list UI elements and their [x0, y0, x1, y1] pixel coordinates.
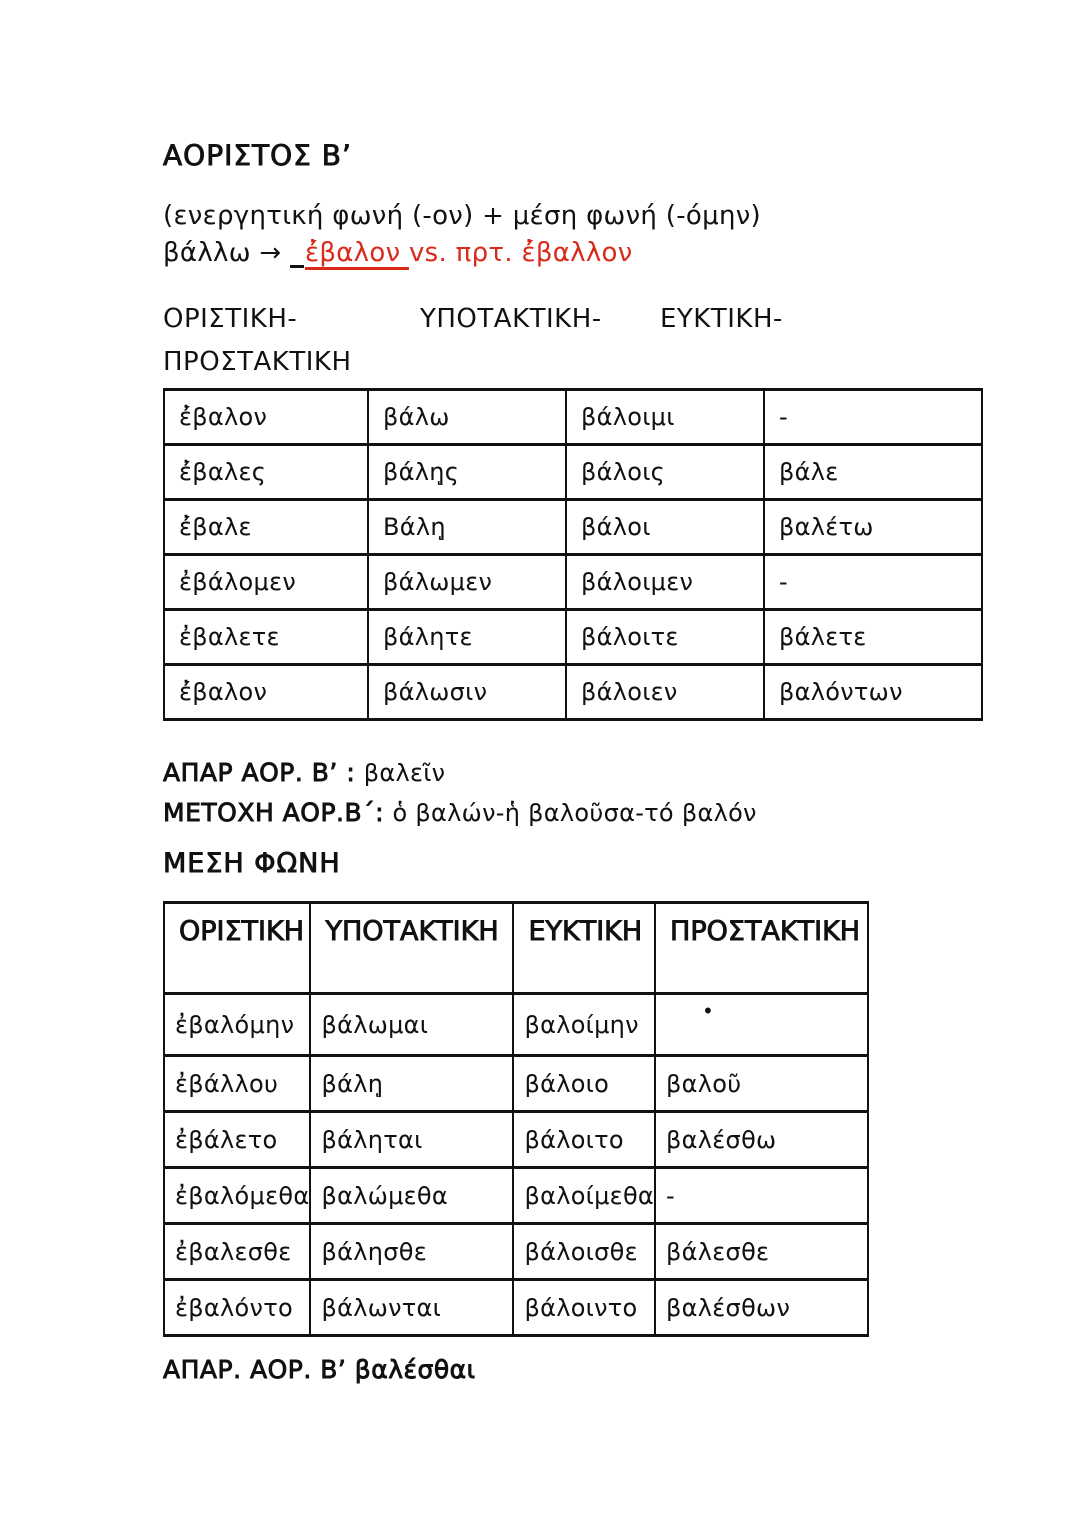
table-cell: βάλωσιν	[368, 665, 566, 720]
table-cell: βάλησθε	[310, 1224, 513, 1280]
table-cell: ἔβαλον	[164, 390, 368, 445]
table-cell: βαλοίμην	[513, 994, 655, 1056]
participle-value: ὁ βαλών-ἡ βαλοῦσα-τό βαλόν	[392, 799, 757, 827]
mood-oristiki: ΟΡΙΣΤΙΚΗ-	[163, 304, 298, 334]
header-ypotaktiki: ΥΠΟΤΑΚΤΙΚΗ	[310, 903, 513, 994]
table-cell: βάλοιμι	[566, 390, 764, 445]
table-row	[164, 1224, 868, 1280]
middle-infinitive-line	[163, 1353, 1020, 1387]
table-cell: βάλοιμεν	[566, 555, 764, 610]
table-cell: ἐβαλόντο	[164, 1280, 310, 1336]
middle-infinitive-value: βαλέσθαι	[354, 1355, 476, 1384]
middle-voice-heading: ΜΕΣΗ ΦΩΝΗ	[163, 848, 341, 879]
moods-heading	[163, 298, 1020, 384]
table-cell: ἐβαλετε	[164, 610, 368, 665]
table-cell: ἐβαλόμην	[164, 994, 310, 1056]
table-row	[164, 1112, 868, 1168]
table-cell: -	[764, 555, 982, 610]
table-row	[164, 610, 982, 665]
table-cell: ἐβαλεσθε	[164, 1224, 310, 1280]
middle-voice-table	[163, 901, 869, 1337]
table-cell: βαλέτω	[764, 500, 982, 555]
table-cell: ἔβαλον	[164, 665, 368, 720]
table-row	[164, 445, 982, 500]
table-cell: βάλωμεν	[368, 555, 566, 610]
table-cell: ἔβαλε	[164, 500, 368, 555]
table-row	[164, 555, 982, 610]
table-cell: βαλέσθω	[655, 1112, 868, 1168]
table-cell: βάλετε	[764, 610, 982, 665]
table-cell: βάλε	[764, 445, 982, 500]
table-cell: βαλοίμεθα	[513, 1168, 655, 1224]
table-cell: βάλοισθε	[513, 1224, 655, 1280]
table-cell: βάλοιτο	[513, 1112, 655, 1168]
header-prostaktiki: ΠΡΟΣΤΑΚΤΙΚΗ	[655, 903, 868, 994]
underline-tick	[290, 261, 304, 268]
table-cell: βάλω	[368, 390, 566, 445]
infinitive-value: βαλεῖν	[363, 759, 446, 787]
mood-eyktiki: ΕΥΚΤΙΚΗ-	[660, 304, 783, 334]
intro-line: (ενεργητική φωνή (-ον) + μέση φωνή (-όμην)	[163, 201, 761, 231]
participle-line	[163, 793, 1020, 833]
table-row	[164, 1280, 868, 1336]
table-cell: βαλέσθων	[655, 1280, 868, 1336]
table-cell: βάλοιεν	[566, 665, 764, 720]
aorist-form-red: ἔβαλον	[305, 238, 409, 268]
table-row	[164, 1056, 868, 1112]
table-cell: βάλοιο	[513, 1056, 655, 1112]
table-cell: -	[764, 390, 982, 445]
table-cell: βαλώμεθα	[310, 1168, 513, 1224]
verb-example-line	[163, 238, 633, 268]
table-cell: βάλωνται	[310, 1280, 513, 1336]
table-cell: βάλητε	[368, 610, 566, 665]
table-cell: βαλόντων	[764, 665, 982, 720]
table-cell: ἐβάλλου	[164, 1056, 310, 1112]
table-cell: βάλοιτε	[566, 610, 764, 665]
active-infinitive-line	[163, 753, 1020, 793]
participle-label: ΜΕΤΟΧΗ ΑΟΡ.Β΄:	[163, 798, 393, 827]
table-row	[164, 994, 868, 1056]
table-cell: ἔβαλες	[164, 445, 368, 500]
table-cell: ἐβάλετο	[164, 1112, 310, 1168]
table-cell: ἐβάλομεν	[164, 555, 368, 610]
table-cell: βάλοις	[566, 445, 764, 500]
table-cell: βάλῃ	[310, 1056, 513, 1112]
table-cell: ἐβαλόμεθα	[164, 1168, 310, 1224]
intro-block	[163, 198, 1020, 272]
table-cell: βάλοιντο	[513, 1280, 655, 1336]
table-cell: Βάλῃ	[368, 500, 566, 555]
table-cell: βάλωμαι	[310, 994, 513, 1056]
page-title: ΑΟΡΙΣΤΟΣ Β’	[163, 139, 352, 172]
table-cell: βάλῃς	[368, 445, 566, 500]
table-cell: βάλοι	[566, 500, 764, 555]
infinitive-label: ΑΠΑΡ ΑΟΡ. Β’ :	[163, 758, 364, 787]
table-cell: βάλεσθε	[655, 1224, 868, 1280]
table-row	[164, 1168, 868, 1224]
table-row	[164, 665, 982, 720]
header-oristiki: ΟΡΙΣΤΙΚΗ	[164, 903, 310, 994]
table-row	[164, 390, 982, 445]
table-cell: -	[655, 1168, 868, 1224]
table-row	[164, 500, 982, 555]
table-header-row	[164, 903, 868, 994]
bullet-cell: •	[655, 994, 868, 1056]
imperfect-comparison-red: vs. πρτ. ἔβαλλον	[408, 238, 633, 268]
mood-ypotaktiki: ΥΠΟΤΑΚΤΙΚΗ-	[420, 304, 602, 334]
verb-prefix: βάλλω →	[163, 238, 290, 268]
mood-prostaktiki: ΠΡΟΣΤΑΚΤΙΚΗ	[163, 347, 352, 377]
active-voice-table	[163, 388, 983, 721]
header-eyktiki: ΕΥΚΤΙΚΗ	[513, 903, 655, 994]
middle-infinitive-label: ΑΠΑΡ. ΑΟΡ. Β’	[163, 1355, 355, 1384]
table-cell: βάληται	[310, 1112, 513, 1168]
table-cell: βαλοῦ	[655, 1056, 868, 1112]
